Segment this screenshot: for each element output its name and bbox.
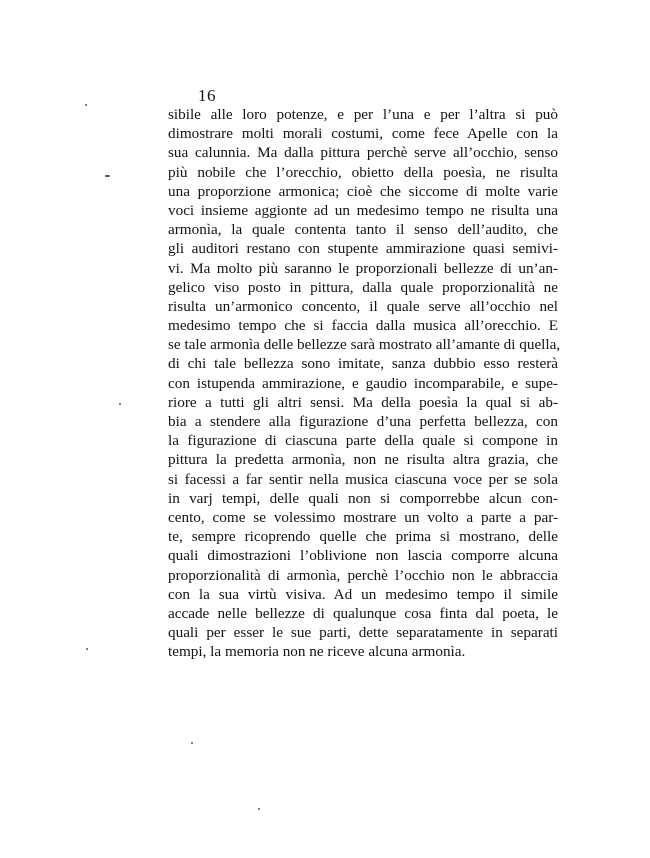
text-line: con la sua virtù visiva. Ad un medesimo tempo il simile — [168, 585, 558, 603]
text-line: in varj tempi, delle quali non si comporrebbe alcun con- — [168, 489, 558, 507]
text-line: più nobile che l’orecchio, obietto della poesìa, ne risulta — [168, 163, 558, 181]
paper-speck — [258, 808, 260, 810]
paper-speck — [119, 403, 121, 405]
text-line: proporzionalità di armonìa, perchè l’occhio non le abbraccia — [168, 566, 558, 584]
text-line: quali per esser le sue parti, dette separatamente in separati — [168, 624, 558, 642]
text-line: te, sempre ricoprendo quelle che prima si mostrano, delle — [168, 528, 558, 546]
text-line: se tale armonìa delle bellezze sarà mostrato all’amante di quella, — [168, 336, 561, 354]
text-line: quali dimostrazioni l’oblivione non lascia comporre alcuna — [168, 547, 558, 565]
text-line: accade nelle bellezze di qualunque cosa finta dal poeta, le — [168, 604, 558, 622]
text-line: una proporzione armonica; cioè che siccome di molte varie — [168, 182, 558, 200]
text-line: la figurazione di ciascuna parte della quale si compone in — [168, 432, 558, 450]
text-line: risulta un’armonico concento, il quale serve all’occhio nel — [168, 297, 558, 315]
paper-speck — [85, 104, 87, 106]
text-line: cento, come se volessimo mostrare un volto a parte a par- — [168, 508, 558, 526]
text-line: medesimo tempo che si faccia dalla musica all’orecchio. E — [168, 317, 558, 335]
page-number: 16 — [198, 86, 216, 105]
text-line: armonìa, la quale contenta tanto il senso dell’audito, che — [168, 221, 558, 239]
paper-speck — [86, 648, 88, 650]
text-line: gli auditori restano con stupente ammirazione quasi semivi- — [168, 240, 558, 258]
paper-speck — [105, 175, 110, 177]
text-line: di chi tale bellezza sono imitate, sanza dubbio esso resterà — [168, 355, 558, 373]
text-line: vi. Ma molto più saranno le proporzionali bellezze di un’an- — [168, 259, 558, 277]
text-line: voci insieme aggionte ad un medesimo tempo ne risulta una — [168, 201, 558, 219]
text-line: tempi, la memoria non ne riceve alcuna armonìa. — [168, 643, 466, 661]
paper-speck — [191, 742, 193, 744]
text-line: riore a tutti gli altri sensi. Ma della poesìa la qual si ab- — [168, 393, 558, 411]
text-line: con istupenda ammirazione, e gaudio incomparabile, e supe- — [168, 374, 558, 392]
body-text — [168, 105, 561, 661]
text-line: bia a stendere alla figurazione d’una perfetta bellezza, con — [168, 413, 558, 430]
text-line: gelico viso posto in pittura, dalla quale proporzionalità ne — [168, 278, 558, 296]
text-line: dimostrare molti morali costumi, come fece Apelle con la — [168, 125, 558, 143]
text-line: sua calunnia. Ma dalla pittura perchè serve all’occhio, senso — [168, 144, 558, 162]
text-line: sibile alle loro potenze, e per l’una e per l’altra si può — [168, 106, 558, 123]
text-line: pittura la predetta armonìa, non ne risulta altra grazia, che — [168, 451, 558, 469]
text-line: si facessi a far sentir nella musica ciascuna voce per se sola — [168, 470, 558, 488]
